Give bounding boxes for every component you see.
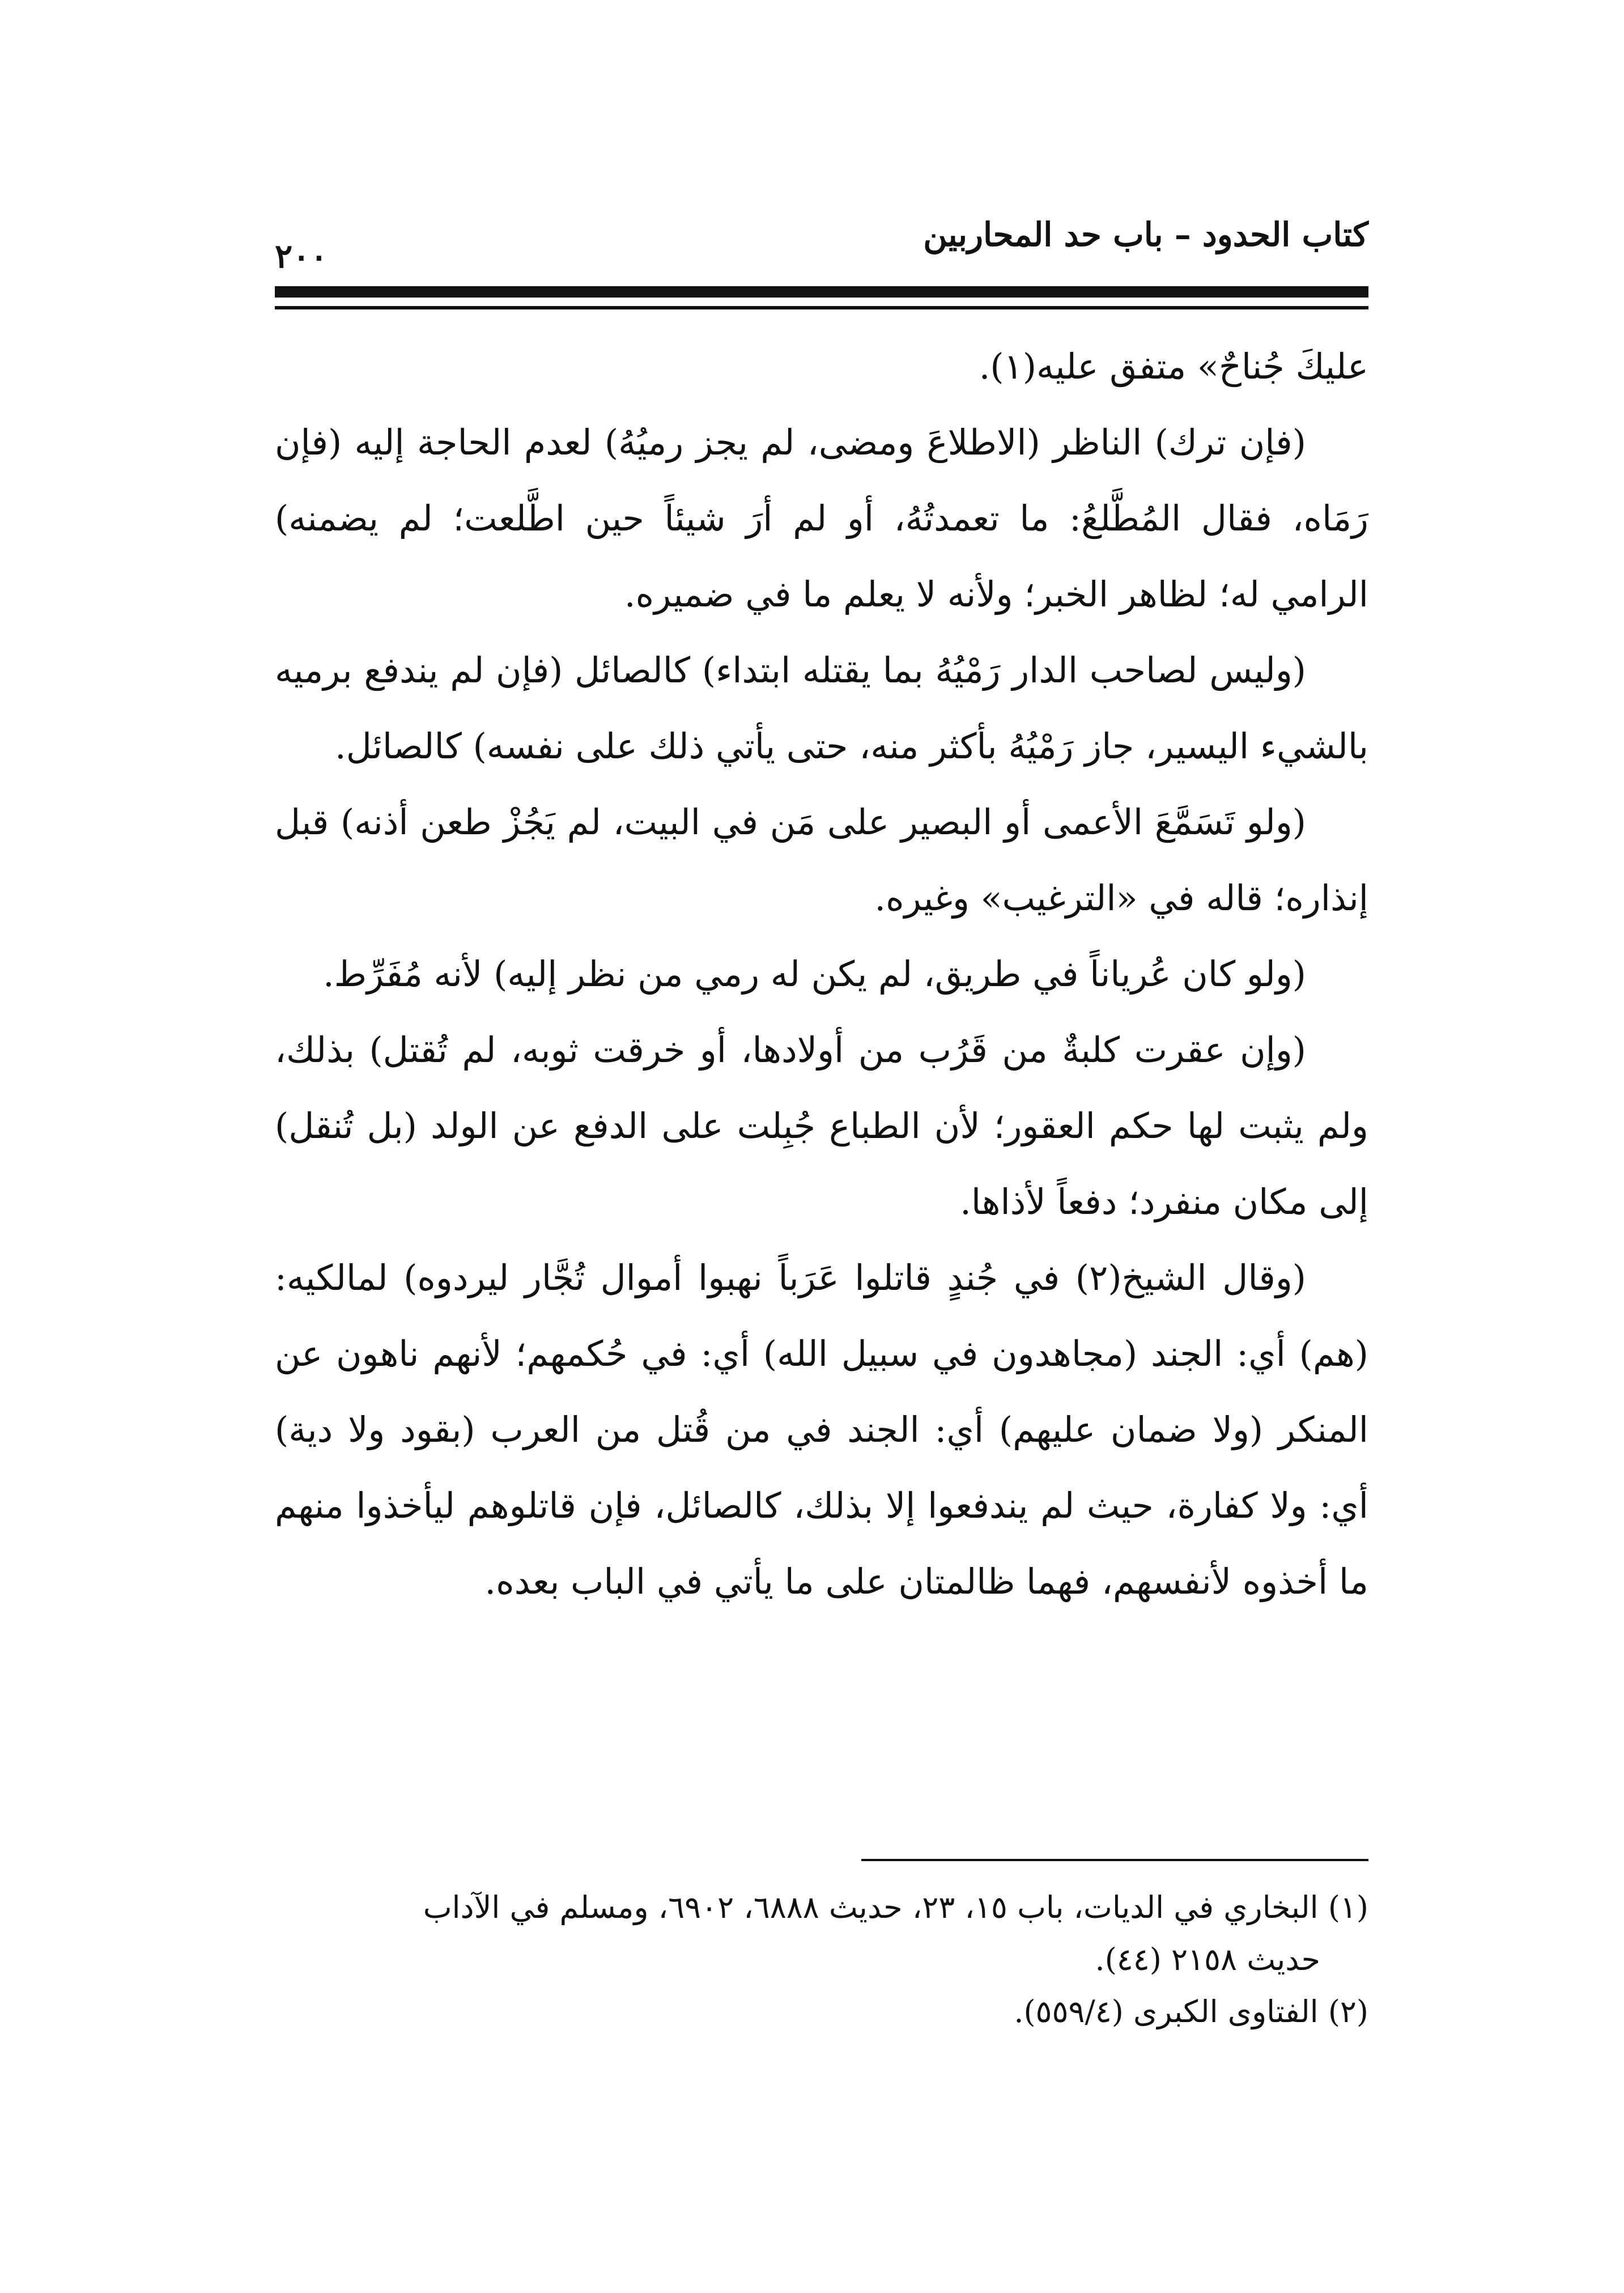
running-title: كتاب الحدود – باب حد المحاربين [923,215,1368,254]
paragraph: (ولو كان عُرياناً في طريق، لم يكن له رمي من نظر إليه) لأنه مُفَرِّط. [322,953,1306,995]
page-number: ٢٠٠ [275,237,328,275]
footnote-continuation: حديث ٢١٥٨ (٤٤). [1095,1942,1320,1977]
paragraph: (وإن عقرت كلبةٌ من قَرُب من أولادها، أو خرقت ثوبه، لم تُقتل) بذلك، ولم يثبت لها حكم العقور؛ لأن الطباع جُبِلت على الدفع عن الولد (بل تُنقل) إلى مكان منفرد؛ دفعاً لأذاها. [275,1029,1368,1222]
running-header [275,215,1368,278]
header-rule-thin [275,306,1368,309]
paragraph: (وقال الشيخ(٢) في جُندٍ قاتلوا عَرَباً نهبوا أموال تُجَّار ليردوه) لمالكيه: (هم) أي: الجند (مجاهدون في سبيل الله) أي: في حُكمهم؛ لأنهم ناهون عن المنكر (ولا ضمان عليهم) أي: الجند في من قُتل من العرب (بقود ولا دية) أي: ولا كفارة، حيث لم يندفعوا إلا بذلك، كالصائل، فإن قاتلوهم ليأخذوا منهم ما أخذوه لأنفسهم، فهما ظالمتان على ما يأتي في الباب بعده. [275,1257,1368,1602]
paragraph: (ولو تَسَمَّعَ الأعمى أو البصير على مَن في البيت، لم يَجُزْ طعن أذنه) قبل إنذاره؛ قاله في «الترغيب» وغيره. [275,801,1368,919]
paragraph: (فإن ترك) الناظر (الاطلاعَ ومضى، لم يجز رميُهُ) لعدم الحاجة إليه (فإن رَمَاه، فقال المُطَّلعُ: ما تعمدتُهُ، أو لم أرَ شيئاً حين اطَّلعت؛ لم يضمنه) الرامي له؛ لظاهر الخبر؛ ولأنه لا يعلم ما في ضميره. [275,422,1368,615]
footnote-separator [861,1859,1368,1861]
header-rule-thick [275,286,1368,298]
body-text [275,329,1368,1620]
footnote: (٢) الفتاوى الكبرى (٥٥٩/٤). [1014,1994,1368,2029]
paragraph: (وليس لصاحب الدار رَمْيُهُ بما يقتله ابتداء) كالصائل (فإن لم يندفع برميه بالشيء اليسير، جاز رَمْيُهُ بأكثر منه، حتى يأتي ذلك على نفسه) كالصائل. [275,649,1368,767]
paragraph: عليكَ جُناحٌ» متفق عليه(١). [979,346,1368,387]
footnotes [275,1882,1368,2038]
footnote: (١) البخاري في الديات، باب ١٥، ٢٣، حديث ٦٨٨٨، ٦٩٠٢، ومسلم في الآداب [423,1889,1368,1925]
